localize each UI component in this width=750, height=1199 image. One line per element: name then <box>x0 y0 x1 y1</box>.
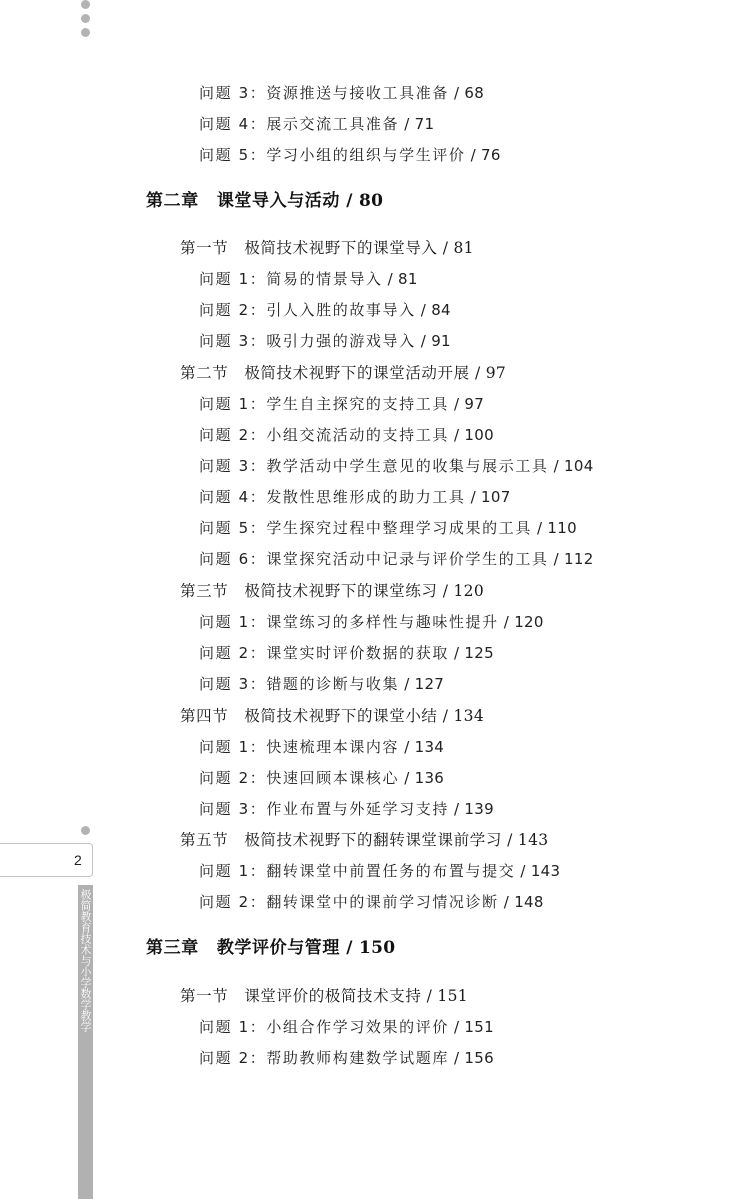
entry-page: / 81 <box>438 239 474 257</box>
entry-page: / 139 <box>449 800 494 818</box>
toc-chapter-entry <box>146 937 395 959</box>
entry-title: 小组交流活动的支持工具 <box>266 426 449 444</box>
entry-page: / 151 <box>449 1018 494 1036</box>
entry-page: / 143 <box>515 862 560 880</box>
toc-question-entry <box>199 860 560 882</box>
toc-question-entry <box>199 891 544 913</box>
entry-title: 极简技术视野下的课堂活动开展 <box>244 364 470 382</box>
entry-page: / 68 <box>449 84 484 102</box>
entry-title: 错题的诊断与收集 <box>266 675 400 693</box>
entry-label: 问题 2： <box>199 893 267 911</box>
dot <box>81 14 90 23</box>
entry-page: / 81 <box>383 270 418 288</box>
entry-title: 极简技术视野下的课堂小结 <box>244 707 438 725</box>
entry-title: 快速梳理本课内容 <box>266 738 400 756</box>
entry-label: 问题 1： <box>199 395 267 413</box>
entry-label: 问题 2： <box>199 769 267 787</box>
entry-label: 第二章 <box>146 191 199 211</box>
entry-title: 翻转课堂中前置任务的布置与提交 <box>266 862 516 880</box>
entry-title: 课堂练习的多样性与趣味性提升 <box>266 613 499 631</box>
entry-label: 问题 2： <box>199 301 267 319</box>
entry-label: 第四节 <box>180 707 229 725</box>
entry-label: 第三节 <box>180 582 229 600</box>
entry-page: / 110 <box>532 519 577 537</box>
entry-label: 问题 5： <box>199 146 267 164</box>
entry-title: 学生自主探究的支持工具 <box>266 395 449 413</box>
entry-title: 极简技术视野下的翻转课堂课前学习 <box>244 831 502 849</box>
entry-label: 问题 4： <box>199 488 267 506</box>
toc-question-entry <box>199 144 501 166</box>
entry-page: / 134 <box>399 738 444 756</box>
toc-question-entry <box>199 642 494 664</box>
entry-label: 问题 2： <box>199 1049 267 1067</box>
entry-page: / 151 <box>421 987 467 1005</box>
toc-question-entry <box>199 299 451 321</box>
side-dot-decoration <box>81 826 90 835</box>
toc-question-entry <box>199 1016 494 1038</box>
entry-label: 问题 3： <box>199 457 267 475</box>
entry-label: 问题 1： <box>199 862 267 880</box>
entry-label: 问题 4： <box>199 115 267 133</box>
toc-section-entry <box>180 985 468 1007</box>
dot <box>81 28 90 37</box>
entry-label: 问题 1： <box>199 1018 267 1036</box>
entry-title: 快速回顾本课核心 <box>266 769 400 787</box>
toc-question-entry <box>199 486 511 508</box>
toc-chapter-entry <box>146 190 383 212</box>
toc-question-entry <box>199 798 494 820</box>
entry-title: 作业布置与外延学习支持 <box>266 800 449 818</box>
entry-page: / 112 <box>549 550 594 568</box>
entry-title: 课堂实时评价数据的获取 <box>266 644 449 662</box>
spine-label <box>78 885 93 1199</box>
entry-title: 课堂导入与活动 <box>216 191 341 211</box>
entry-page: / 125 <box>449 644 494 662</box>
entry-page: / 148 <box>499 893 544 911</box>
entry-title: 教学评价与管理 <box>216 938 341 958</box>
page-number: 2 <box>74 852 82 868</box>
entry-label: 问题 3： <box>199 332 267 350</box>
toc-question-entry <box>199 424 494 446</box>
entry-label: 问题 3： <box>199 675 267 693</box>
toc-section-entry <box>180 362 506 384</box>
toc-question-entry <box>199 611 544 633</box>
entry-title: 吸引力强的游戏导入 <box>266 332 416 350</box>
entry-page: / 97 <box>449 395 484 413</box>
entry-page: / 127 <box>399 675 444 693</box>
entry-label: 问题 3： <box>199 800 267 818</box>
entry-page: / 150 <box>340 938 395 958</box>
entry-page: / 71 <box>399 115 434 133</box>
entry-label: 问题 1： <box>199 270 267 288</box>
entry-page: / 104 <box>549 457 594 475</box>
corner-dots-decoration <box>81 0 93 42</box>
toc-question-entry <box>199 736 444 758</box>
entry-title: 帮助教师构建数学试题库 <box>266 1049 449 1067</box>
entry-page: / 136 <box>399 769 444 787</box>
toc-question-entry <box>199 268 418 290</box>
page-number-tab <box>0 843 93 877</box>
entry-title: 发散性思维形成的助力工具 <box>266 488 466 506</box>
entry-title: 教学活动中学生意见的收集与展示工具 <box>266 457 549 475</box>
entry-title: 简易的情景导入 <box>266 270 383 288</box>
entry-page: / 120 <box>438 582 484 600</box>
entry-page: / 120 <box>499 613 544 631</box>
entry-label: 第一节 <box>180 987 229 1005</box>
toc-question-entry <box>199 113 434 135</box>
entry-title: 极简技术视野下的课堂练习 <box>244 582 438 600</box>
entry-title: 小组合作学习效果的评价 <box>266 1018 449 1036</box>
entry-title: 资源推送与接收工具准备 <box>266 84 449 102</box>
entry-page: / 143 <box>502 831 548 849</box>
entry-title: 翻转课堂中的课前学习情况诊断 <box>266 893 499 911</box>
spine-title: 极简教育技术与小学数学教学 <box>79 889 92 1032</box>
toc-section-entry <box>180 237 474 259</box>
toc-question-entry <box>199 330 451 352</box>
entry-label: 问题 5： <box>199 519 267 537</box>
toc-question-entry <box>199 517 577 539</box>
entry-label: 第五节 <box>180 831 229 849</box>
entry-page: / 107 <box>466 488 511 506</box>
entry-page: / 156 <box>449 1049 494 1067</box>
entry-page: / 134 <box>438 707 484 725</box>
entry-title: 课堂评价的极简技术支持 <box>244 987 422 1005</box>
entry-page: / 84 <box>416 301 451 319</box>
entry-label: 问题 1： <box>199 613 267 631</box>
entry-page: / 100 <box>449 426 494 444</box>
entry-title: 学生探究过程中整理学习成果的工具 <box>266 519 532 537</box>
toc-section-entry <box>180 705 484 727</box>
toc-question-entry <box>199 455 594 477</box>
entry-title: 课堂探究活动中记录与评价学生的工具 <box>266 550 549 568</box>
entry-label: 问题 6： <box>199 550 267 568</box>
toc-question-entry <box>199 82 484 104</box>
toc-question-entry <box>199 767 444 789</box>
entry-page: / 97 <box>470 364 506 382</box>
entry-page: / 76 <box>466 146 501 164</box>
entry-page: / 80 <box>340 191 383 211</box>
entry-title: 引人入胜的故事导入 <box>266 301 416 319</box>
entry-label: 第一节 <box>180 239 229 257</box>
toc-section-entry <box>180 829 548 851</box>
toc-question-entry <box>199 673 444 695</box>
entry-title: 极简技术视野下的课堂导入 <box>244 239 438 257</box>
entry-title: 学习小组的组织与学生评价 <box>266 146 466 164</box>
toc-question-entry <box>199 393 484 415</box>
entry-label: 第二节 <box>180 364 229 382</box>
entry-page: / 91 <box>416 332 451 350</box>
entry-label: 问题 3： <box>199 84 267 102</box>
entry-title: 展示交流工具准备 <box>266 115 400 133</box>
entry-label: 问题 2： <box>199 426 267 444</box>
entry-label: 问题 2： <box>199 644 267 662</box>
entry-label: 第三章 <box>146 938 199 958</box>
toc-question-entry <box>199 548 594 570</box>
toc-question-entry <box>199 1047 494 1069</box>
toc-section-entry <box>180 580 484 602</box>
dot <box>81 0 90 9</box>
entry-label: 问题 1： <box>199 738 267 756</box>
